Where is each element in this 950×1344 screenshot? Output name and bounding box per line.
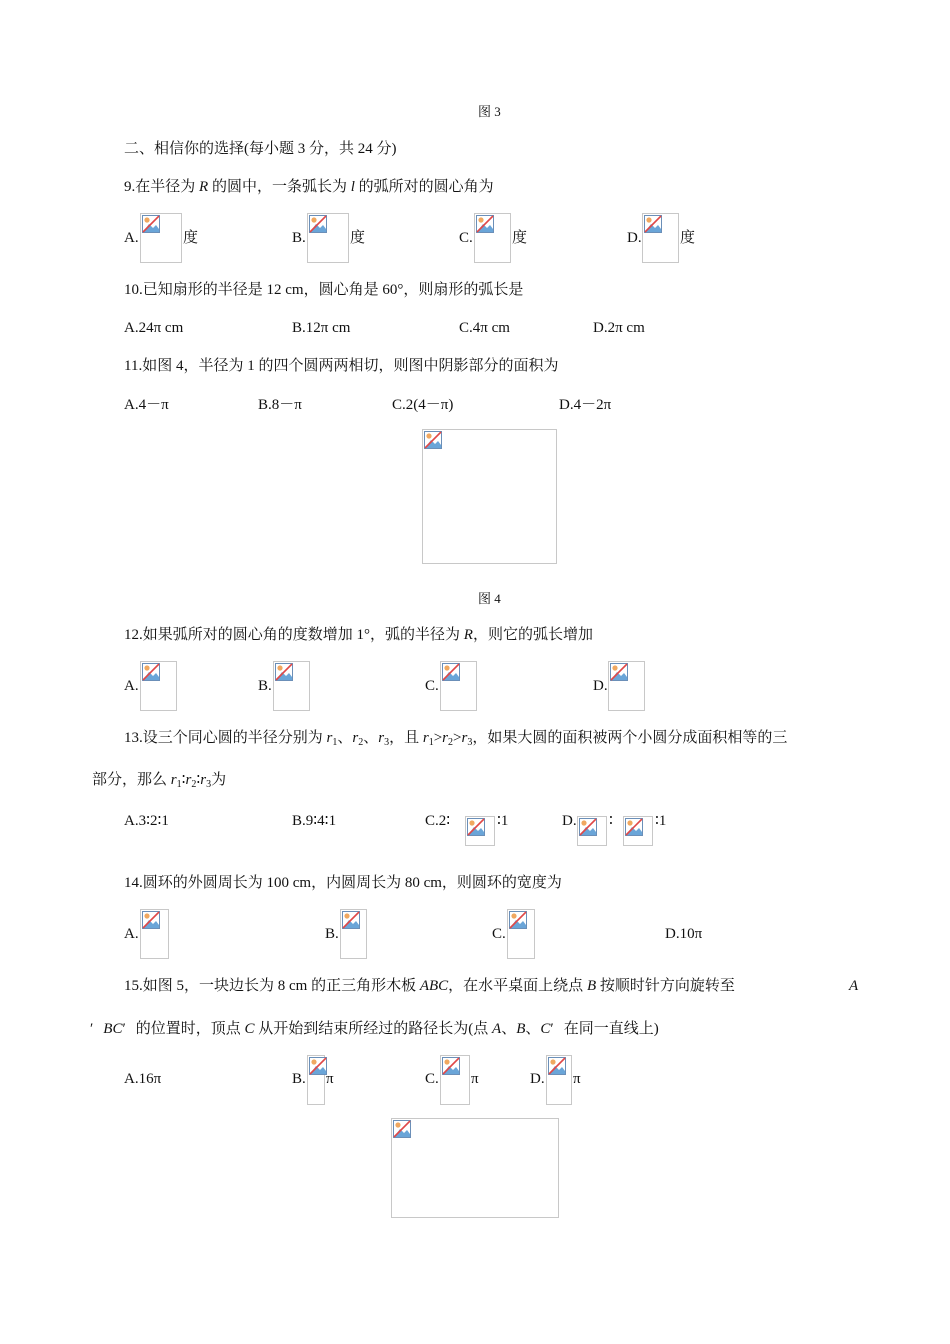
broken-image-icon bbox=[442, 663, 460, 681]
broken-image-icon bbox=[393, 1120, 411, 1138]
q13-option-d-prefix: D. bbox=[562, 813, 577, 829]
q13-option-a: A.3∶2∶1 bbox=[124, 813, 169, 829]
question-15-line-2: ′ BC′ 的位置时，顶点 C 从开始到结束所经过的路径长为(点 A、B、C′ 在同一直线上) bbox=[90, 1021, 659, 1037]
q9-option-a-image bbox=[140, 213, 182, 263]
q11-option-b: B.8－π bbox=[258, 397, 302, 413]
q13-option-d-image-1 bbox=[577, 816, 607, 846]
q13-option-c-image bbox=[465, 816, 495, 846]
q14-option-b-image bbox=[340, 909, 367, 959]
q9-option-d-image bbox=[642, 213, 679, 263]
figure-4-caption: 图 4 bbox=[478, 591, 501, 606]
question-14: 14.圆环的外圆周长为 100 cm，内圆周长为 80 cm，则圆环的宽度为 bbox=[124, 875, 562, 891]
question-11: 11.如图 4，半径为 1 的四个圆两两相切，则图中阴影部分的面积为 bbox=[124, 358, 559, 374]
broken-image-icon bbox=[579, 818, 597, 836]
q10-option-d: D.2π cm bbox=[593, 320, 645, 336]
q12-option-b-image bbox=[273, 661, 310, 711]
q10-option-a: A.24π cm bbox=[124, 320, 184, 336]
broken-image-icon bbox=[476, 215, 494, 233]
q9-option-a-label: A. bbox=[124, 230, 139, 246]
q12-option-c-image bbox=[440, 661, 477, 711]
q9-option-c-label: C. bbox=[459, 230, 473, 246]
q10-option-b: B.12π cm bbox=[292, 320, 351, 336]
q15-option-b-unit: π bbox=[326, 1071, 334, 1087]
q12-option-a-image bbox=[140, 661, 177, 711]
section-title: 二、相信你的选择(每小题 3 分，共 24 分) bbox=[124, 141, 397, 157]
q15-option-a: A.16π bbox=[124, 1071, 162, 1087]
q11-option-d: D.4－2π bbox=[559, 397, 612, 413]
broken-image-icon bbox=[142, 215, 160, 233]
question-15-point-a: A bbox=[849, 978, 859, 994]
q13-option-d-colon: ∶ bbox=[609, 813, 613, 829]
q9-option-d-unit: 度 bbox=[680, 230, 696, 246]
q13-option-c-suffix: ∶1 bbox=[497, 813, 509, 829]
q13-option-d-image-2 bbox=[623, 816, 653, 846]
q13-option-b: B.9∶4∶1 bbox=[292, 813, 337, 829]
question-10: 10.已知扇形的半径是 12 cm，圆心角是 60°，则扇形的弧长是 bbox=[124, 282, 524, 298]
broken-image-icon bbox=[644, 215, 662, 233]
q9-option-b-unit: 度 bbox=[350, 230, 366, 246]
broken-image-icon bbox=[625, 818, 643, 836]
q15-option-c-label: C. bbox=[425, 1071, 439, 1087]
broken-image-icon bbox=[548, 1057, 566, 1075]
broken-image-icon bbox=[142, 911, 160, 929]
question-13-line-2: 部分，那么 $r_1∶r_2∶r_3$为 bbox=[92, 772, 227, 790]
q10-option-c: C.4π cm bbox=[459, 320, 510, 336]
q9-option-a-unit: 度 bbox=[183, 230, 199, 246]
q15-option-d-unit: π bbox=[573, 1071, 581, 1087]
q14-option-a-label: A. bbox=[124, 926, 139, 942]
broken-image-icon bbox=[142, 663, 160, 681]
q15-option-d-label: D. bbox=[530, 1071, 545, 1087]
q13-option-c-prefix: C.2∶ bbox=[425, 813, 451, 829]
q14-option-c-label: C. bbox=[492, 926, 506, 942]
q14-option-c-image bbox=[507, 909, 535, 959]
broken-image-icon bbox=[309, 1057, 327, 1075]
figure-4-image bbox=[422, 429, 557, 564]
q15-option-b-label: B. bbox=[292, 1071, 306, 1087]
q12-option-a-label: A. bbox=[124, 678, 139, 694]
question-12: 12.如果弧所对的圆心角的度数增加 1°，弧的半径为 R，则它的弧长增加 bbox=[124, 627, 593, 643]
q9-option-c-unit: 度 bbox=[512, 230, 528, 246]
q9-option-c-image bbox=[474, 213, 511, 263]
q14-option-d: D.10π bbox=[665, 926, 703, 942]
figure-5-image bbox=[391, 1118, 559, 1218]
broken-image-icon bbox=[467, 818, 485, 836]
broken-image-icon bbox=[275, 663, 293, 681]
q14-option-a-image bbox=[140, 909, 169, 959]
q9-option-b-label: B. bbox=[292, 230, 306, 246]
broken-image-icon bbox=[442, 1057, 460, 1075]
q11-option-a: A.4－π bbox=[124, 397, 169, 413]
figure-3-caption: 图 3 bbox=[478, 104, 501, 119]
question-13-line-1: 13.设三个同心圆的半径分别为 $r_1$、$r_2$、$r_3$，且 $r_1>r_2>r_3$，如果大圆的面积被两个小圆分成面积相等的三 bbox=[124, 730, 788, 748]
q12-option-c-label: C. bbox=[425, 678, 439, 694]
q13-option-d-suffix: ∶1 bbox=[655, 813, 667, 829]
question-9: 9.在半径为 R 的圆中，一条弧长为 l 的弧所对的圆心角为 bbox=[124, 179, 494, 195]
q14-option-b-label: B. bbox=[325, 926, 339, 942]
q9-option-b-image bbox=[307, 213, 349, 263]
q12-option-b-label: B. bbox=[258, 678, 272, 694]
q12-option-d-image bbox=[608, 661, 645, 711]
q12-option-d-label: D. bbox=[593, 678, 608, 694]
q15-option-c-image bbox=[440, 1055, 470, 1105]
broken-image-icon bbox=[342, 911, 360, 929]
broken-image-icon bbox=[309, 215, 327, 233]
q11-option-c: C.2(4－π) bbox=[392, 397, 454, 413]
q15-option-c-unit: π bbox=[471, 1071, 479, 1087]
broken-image-icon bbox=[610, 663, 628, 681]
q15-option-b-image bbox=[307, 1055, 325, 1105]
broken-image-icon bbox=[509, 911, 527, 929]
broken-image-icon bbox=[424, 431, 442, 449]
q15-option-d-image bbox=[546, 1055, 572, 1105]
question-15-line-1: 15.如图 5，一块边长为 8 cm 的正三角形木板 ABC，在水平桌面上绕点 B 按顺时针方向旋转至 bbox=[124, 978, 735, 994]
q9-option-d-label: D. bbox=[627, 230, 642, 246]
